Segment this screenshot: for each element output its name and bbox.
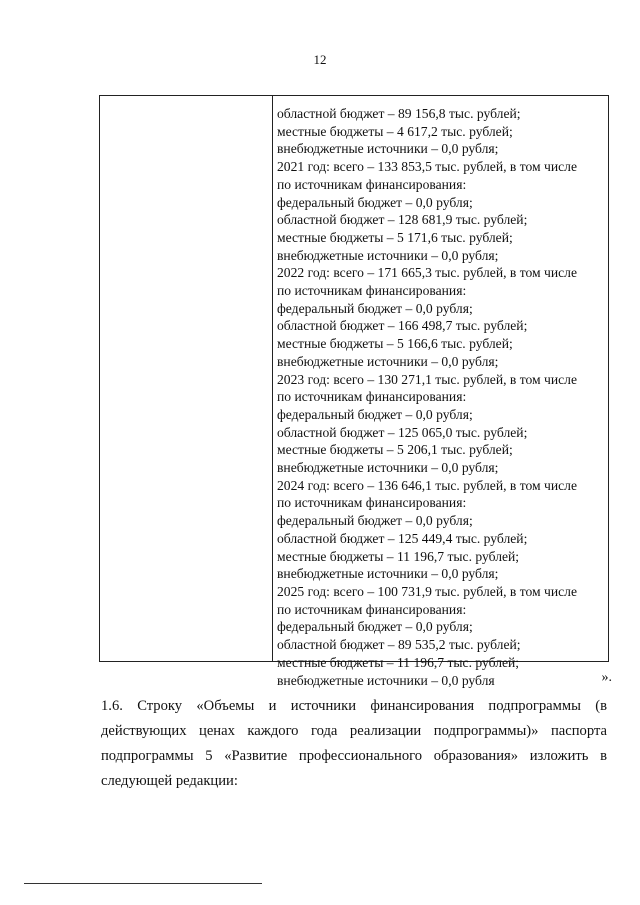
financing-line: федеральный бюджет – 0,0 рубля; [277, 406, 473, 422]
financing-line: федеральный бюджет – 0,0 рубля; [277, 300, 473, 316]
financing-line: 2023 год: всего – 130 271,1 тыс. рублей, в том числе [277, 371, 577, 387]
closing-quote: ». [601, 670, 612, 685]
financing-line: по источникам финансирования: [277, 389, 467, 405]
financing-table [99, 95, 609, 688]
amendment-paragraph: 1.6. Строку «Объемы и источники финансирования подпрограммы (в действующих ценах каждого года реализации подпрограммы)» паспорта подпрограммы 5 «Развитие профессионального образования» изложить в следующей редакции: [101, 698, 607, 789]
financing-line: 2025 год: всего – 100 731,9 тыс. рублей, в том числе [277, 583, 577, 599]
footer-rule [24, 883, 262, 884]
financing-line: местные бюджеты – 5 166,6 тыс. рублей; [277, 336, 513, 352]
financing-line: внебюджетные источники – 0,0 рубля; [277, 460, 499, 476]
financing-line: внебюджетные источники – 0,0 рубля; [277, 141, 499, 157]
financing-line: внебюджетные источники – 0,0 рубля; [277, 566, 499, 582]
financing-line: федеральный бюджет – 0,0 рубля; [277, 513, 473, 529]
financing-line: местные бюджеты – 4 617,2 тыс. рублей; [277, 123, 513, 139]
financing-line: по источникам финансирования: [277, 176, 467, 192]
financing-line: 2024 год: всего – 136 646,1 тыс. рублей, в том числе [277, 477, 577, 493]
financing-line: внебюджетные источники – 0,0 рубля; [277, 247, 499, 263]
financing-line: областной бюджет – 128 681,9 тыс. рублей; [277, 212, 528, 228]
financing-line: областной бюджет – 125 065,0 тыс. рублей; [277, 424, 528, 440]
financing-lines [277, 105, 609, 689]
financing-line: внебюджетные источники – 0,0 рубля [277, 672, 495, 688]
financing-line: местные бюджеты – 5 171,6 тыс. рублей; [277, 229, 513, 245]
column-divider [272, 96, 273, 661]
financing-line: федеральный бюджет – 0,0 рубля; [277, 619, 473, 635]
financing-line: внебюджетные источники – 0,0 рубля; [277, 353, 499, 369]
financing-line: федеральный бюджет – 0,0 рубля; [277, 194, 473, 210]
financing-line: местные бюджеты – 11 196,7 тыс. рублей; [277, 548, 520, 564]
page-number: 12 [313, 52, 327, 67]
financing-line: по источникам финансирования: [277, 601, 467, 617]
financing-line: областной бюджет – 166 498,7 тыс. рублей; [277, 318, 528, 334]
financing-line: областной бюджет – 89 535,2 тыс. рублей; [277, 637, 521, 653]
financing-line: 2022 год: всего – 171 665,3 тыс. рублей, в том числе [277, 265, 577, 281]
financing-line: областной бюджет – 89 156,8 тыс. рублей; [277, 106, 521, 121]
financing-line: 2021 год: всего – 133 853,5 тыс. рублей, в том числе [277, 159, 577, 175]
financing-line: областной бюджет – 125 449,4 тыс. рублей; [277, 530, 528, 546]
financing-line: по источникам финансирования: [277, 283, 467, 299]
financing-line: местные бюджеты – 11 196,7 тыс. рублей; [277, 654, 520, 670]
financing-line: по источникам финансирования: [277, 495, 467, 511]
financing-line: местные бюджеты – 5 206,1 тыс. рублей; [277, 442, 513, 458]
